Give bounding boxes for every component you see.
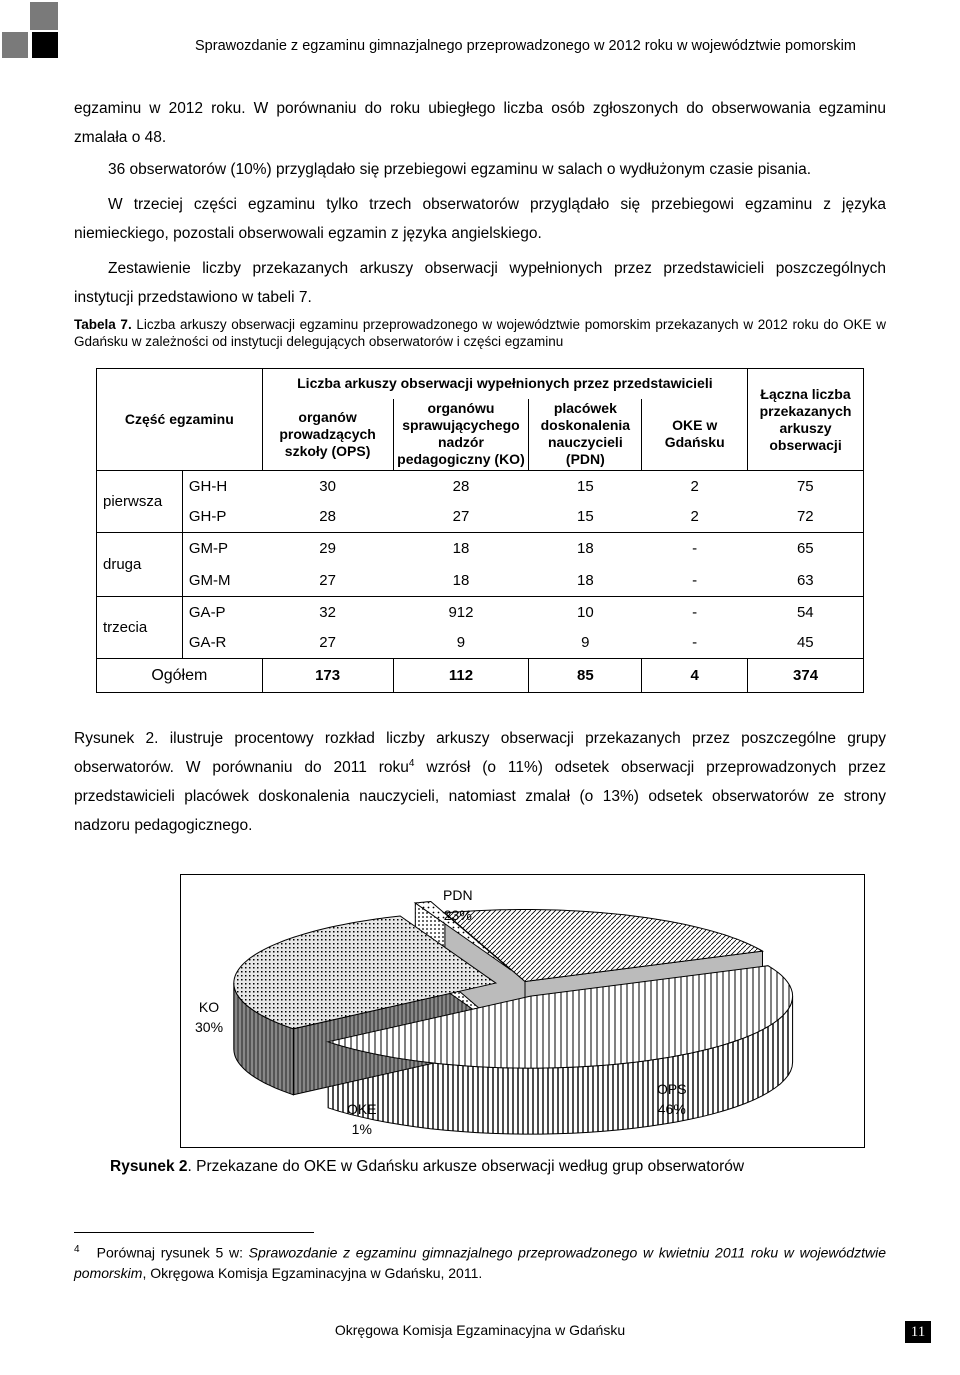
cell-pdn: 15 xyxy=(529,502,642,533)
footnote-divider xyxy=(74,1232,314,1233)
table-sum-row xyxy=(97,659,864,693)
row-code: GM-M xyxy=(182,565,262,597)
cell-oke: - xyxy=(642,628,748,659)
table-row xyxy=(97,533,864,565)
row-code: GH-P xyxy=(182,502,262,533)
sum-pdn: 85 xyxy=(529,659,642,693)
header-logo xyxy=(2,2,58,58)
row-code: GH-H xyxy=(182,471,262,502)
cell-oke: - xyxy=(642,565,748,597)
cell-oke: - xyxy=(642,597,748,628)
footnote xyxy=(74,1240,886,1283)
cell-pdn: 18 xyxy=(529,533,642,565)
cell-ko: 9 xyxy=(393,628,529,659)
paragraph-3: W trzeciej części egzaminu tylko trzech obserwatorów przyglądało się przebiegowi egzaminu z języka niemieckiego, pozostali obserwowali egzamin z języka angielskiego. xyxy=(74,196,886,242)
paragraph-5-text: Rysunek 2. ilustruje procentowy rozkład liczby arkuszy obserwacji przekazanych przez poszczególne grupy obserwatorów. W porównaniu do 2011 roku xyxy=(74,730,886,776)
cell-total: 72 xyxy=(748,502,864,533)
header-ko: organówu sprawującychego nadzór pedagogiczny (KO) xyxy=(393,399,529,471)
table-caption-text: Liczba arkuszy obserwacji egzaminu przeprowadzonego w województwie pomorskim przekazanych w 2012 roku do OKE w Gdańsku w zależności od instytucji delegujących obserwatorów i części egzaminu xyxy=(74,317,886,349)
paragraph-1: egzaminu w 2012 roku. W porównaniu do roku ubiegłego liczba osób zgłoszonych do obserwowania egzaminu zmalała o 48. xyxy=(74,100,886,146)
cell-total: 65 xyxy=(748,533,864,565)
header-title: Sprawozdanie z egzaminu gimnazjalnego przeprowadzonego w 2012 roku w województwie pomorskim xyxy=(195,38,856,54)
cell-ko: 18 xyxy=(393,533,529,565)
cell-ops: 29 xyxy=(262,533,393,565)
figure-caption-text: . Przekazane do OKE w Gdańsku arkusze obserwacji według grup obserwatorów xyxy=(187,1158,745,1175)
cell-total: 75 xyxy=(748,471,864,502)
sum-label: Ogółem xyxy=(97,659,263,693)
sum-ops: 173 xyxy=(262,659,393,693)
cell-total: 54 xyxy=(748,597,864,628)
footnote-lead: Porównaj rysunek 5 w: xyxy=(96,1244,249,1261)
sum-oke: 4 xyxy=(642,659,748,693)
cell-ops: 27 xyxy=(262,565,393,597)
footnote-tail: , Okręgowa Komisja Egzaminacyjna w Gdańsku, 2011. xyxy=(142,1264,483,1281)
row-code: GA-R xyxy=(182,628,262,659)
cell-total: 45 xyxy=(748,628,864,659)
cell-ops: 30 xyxy=(262,471,393,502)
header-oke: OKE w Gdańsku xyxy=(642,399,748,471)
sum-ko: 112 xyxy=(393,659,529,693)
row-code: GM-P xyxy=(182,533,262,565)
label-ko xyxy=(195,997,223,1037)
label-pdn-name: PDN xyxy=(443,887,473,903)
footnote-title: Sprawozdanie z egzaminu gimnazjalnego przeprowadzonego w kwietniu 2011 roku w województwie pomorskim xyxy=(74,1244,886,1281)
table-row xyxy=(97,597,864,628)
row-code: GA-P xyxy=(182,597,262,628)
paragraph-2: 36 obserwatorów (10%) przyglądało się przebiegowi egzaminu w salach o wydłużonym czasie pisania. xyxy=(108,161,812,178)
table-row xyxy=(97,471,864,502)
cell-ko: 912 xyxy=(393,597,529,628)
cell-total: 63 xyxy=(748,565,864,597)
pie-chart xyxy=(181,875,864,1147)
page-number: 11 xyxy=(905,1321,931,1343)
part-label: druga xyxy=(97,533,183,597)
label-oke-pct: 1% xyxy=(351,1121,372,1137)
cell-pdn: 15 xyxy=(529,471,642,502)
cell-oke: - xyxy=(642,533,748,565)
cell-ops: 28 xyxy=(262,502,393,533)
cell-pdn: 10 xyxy=(529,597,642,628)
part-label: trzecia xyxy=(97,597,183,659)
label-ops-name: OPS xyxy=(657,1081,687,1097)
cell-ko: 28 xyxy=(393,471,529,502)
label-ko-name: KO xyxy=(198,999,220,1015)
table-row xyxy=(97,565,864,597)
header-part: Część egzaminu xyxy=(97,369,263,471)
table-row xyxy=(97,628,864,659)
cell-ko: 27 xyxy=(393,502,529,533)
table-caption xyxy=(74,316,886,350)
header-pdn: placówek doskonalenia nauczycieli (PDN) xyxy=(529,399,642,471)
cell-oke: 2 xyxy=(642,471,748,502)
sum-total: 374 xyxy=(748,659,864,693)
cell-ops: 32 xyxy=(262,597,393,628)
paragraph-5 xyxy=(74,724,886,840)
cell-pdn: 9 xyxy=(529,628,642,659)
paragraph-4: Zestawienie liczby przekazanych arkuszy obserwacji wypełnionych przez przedstawicieli poszczególnych instytucji przedstawiono w tabeli 7. xyxy=(74,260,886,306)
figure-caption-label: Rysunek 2 xyxy=(110,1158,188,1175)
header-total: Łączna liczba przekazanych arkuszy obserwacji xyxy=(748,369,864,471)
footer-org: Okręgowa Komisja Egzaminacyjna w Gdańsku xyxy=(334,1322,626,1338)
cell-oke: 2 xyxy=(642,502,748,533)
table-caption-label: Tabela 7. xyxy=(74,317,132,332)
label-ops xyxy=(657,1079,687,1119)
label-pdn-pct: 23% xyxy=(443,907,472,923)
cell-ko: 18 xyxy=(393,565,529,597)
footnote-number: 4 xyxy=(74,1244,80,1255)
data-table xyxy=(96,368,864,693)
header-ops: organów prowadzących szkoły (OPS) xyxy=(262,399,393,471)
label-ko-pct: 30% xyxy=(195,1019,224,1035)
label-pdn xyxy=(443,885,473,925)
cell-pdn: 18 xyxy=(529,565,642,597)
header-group: Liczba arkuszy obserwacji wypełnionych przez przedstawicieli xyxy=(262,369,747,399)
figure-caption xyxy=(110,1158,744,1176)
paragraph-5-text-cont: wzrósł (o 11%) odsetek obserwacji przeprowadzonych przez przedstawicieli placówek doskonalenia nauczycieli, natomiast zmalał (o 13%) odsetek obserwatorów ze strony nadzoru pedagogicznego. xyxy=(74,759,886,834)
footnote-ref: 4 xyxy=(408,757,415,769)
label-ops-pct: 46% xyxy=(657,1101,686,1117)
chart-frame xyxy=(180,874,865,1148)
label-oke-name: OKE xyxy=(347,1101,377,1117)
label-oke xyxy=(347,1099,377,1139)
part-label: pierwsza xyxy=(97,471,183,533)
cell-ops: 27 xyxy=(262,628,393,659)
table-row xyxy=(97,502,864,533)
